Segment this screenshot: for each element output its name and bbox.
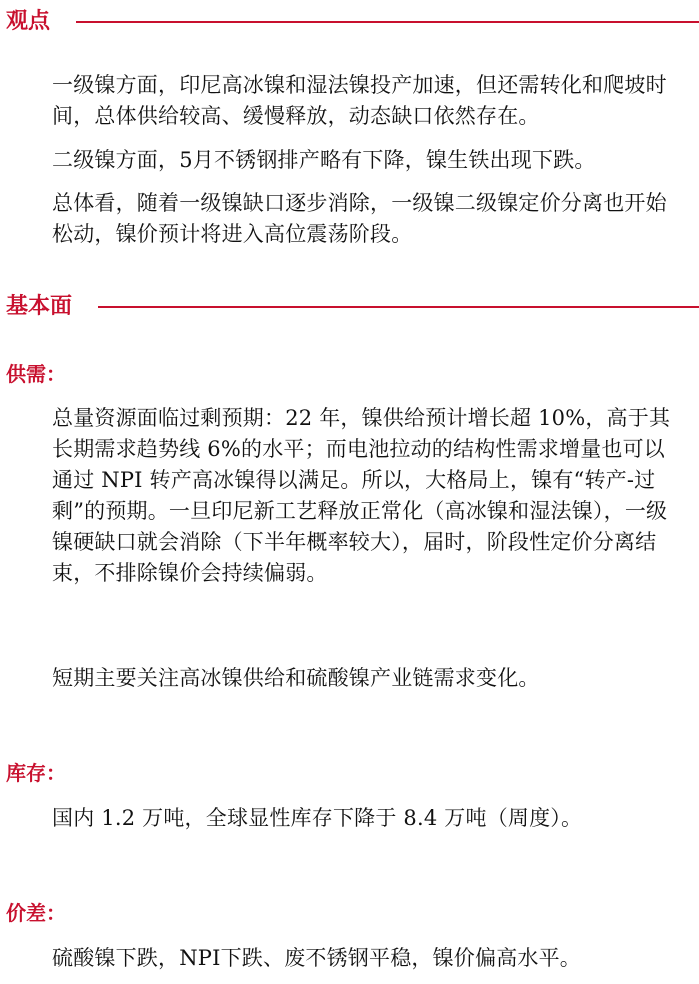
- supply-demand-paragraph-2: 短期主要关注高冰镍供给和硫酸镍产业链需求变化。: [52, 666, 540, 690]
- spread-text: 硫酸镍下跌，NPI下跌、废不锈钢平稳，镍价偏高水平。: [52, 946, 581, 970]
- fundamentals-section-header: [6, 290, 699, 324]
- supply-demand-title: 供需：: [6, 362, 66, 386]
- viewpoint-paragraph-2: 二级镍方面，5月不锈钢排产略有下降，镍生铁出现下跌。: [52, 148, 596, 172]
- viewpoint-section-title: 观点: [6, 9, 51, 34]
- spread-title: 价差：: [6, 901, 66, 925]
- supply-demand-paragraph-1: 总量资源面临过剩预期：22 年，镍供给预计增长超 10%，高于其长期需求趋势线 6%的水平；而电池拉动的结构性需求增量也可以通过 NPI 转产高冰镍得以满足。所以，大格局上，镍有“转产-过剩”的预期。一旦印尼新工艺释放正常化（高冰镍和湿法镍），一级镍硬缺口就会消除（下半年概率较大），届时，阶段性定价分离结束，不排除镍价会持续偏弱。: [52, 406, 671, 585]
- viewpoint-divider: [76, 21, 699, 23]
- inventory-text: 国内 1.2 万吨，全球显性库存下降于 8.4 万吨（周度）。: [52, 806, 583, 830]
- viewpoint-paragraph-1: 一级镍方面，印尼高冰镍和湿法镍投产加速，但还需转化和爬坡时间，总体供给较高、缓慢释放，动态缺口依然存在。: [52, 73, 667, 128]
- viewpoint-paragraph-3: 总体看，随着一级镍缺口逐步消除，一级镍二级镍定价分离也开始松动，镍价预计将进入高位震荡阶段。: [52, 191, 667, 246]
- fundamentals-divider: [98, 306, 699, 308]
- inventory-title: 库存：: [6, 761, 66, 785]
- fundamentals-section-title: 基本面: [6, 294, 73, 319]
- viewpoint-section-header: [6, 5, 699, 39]
